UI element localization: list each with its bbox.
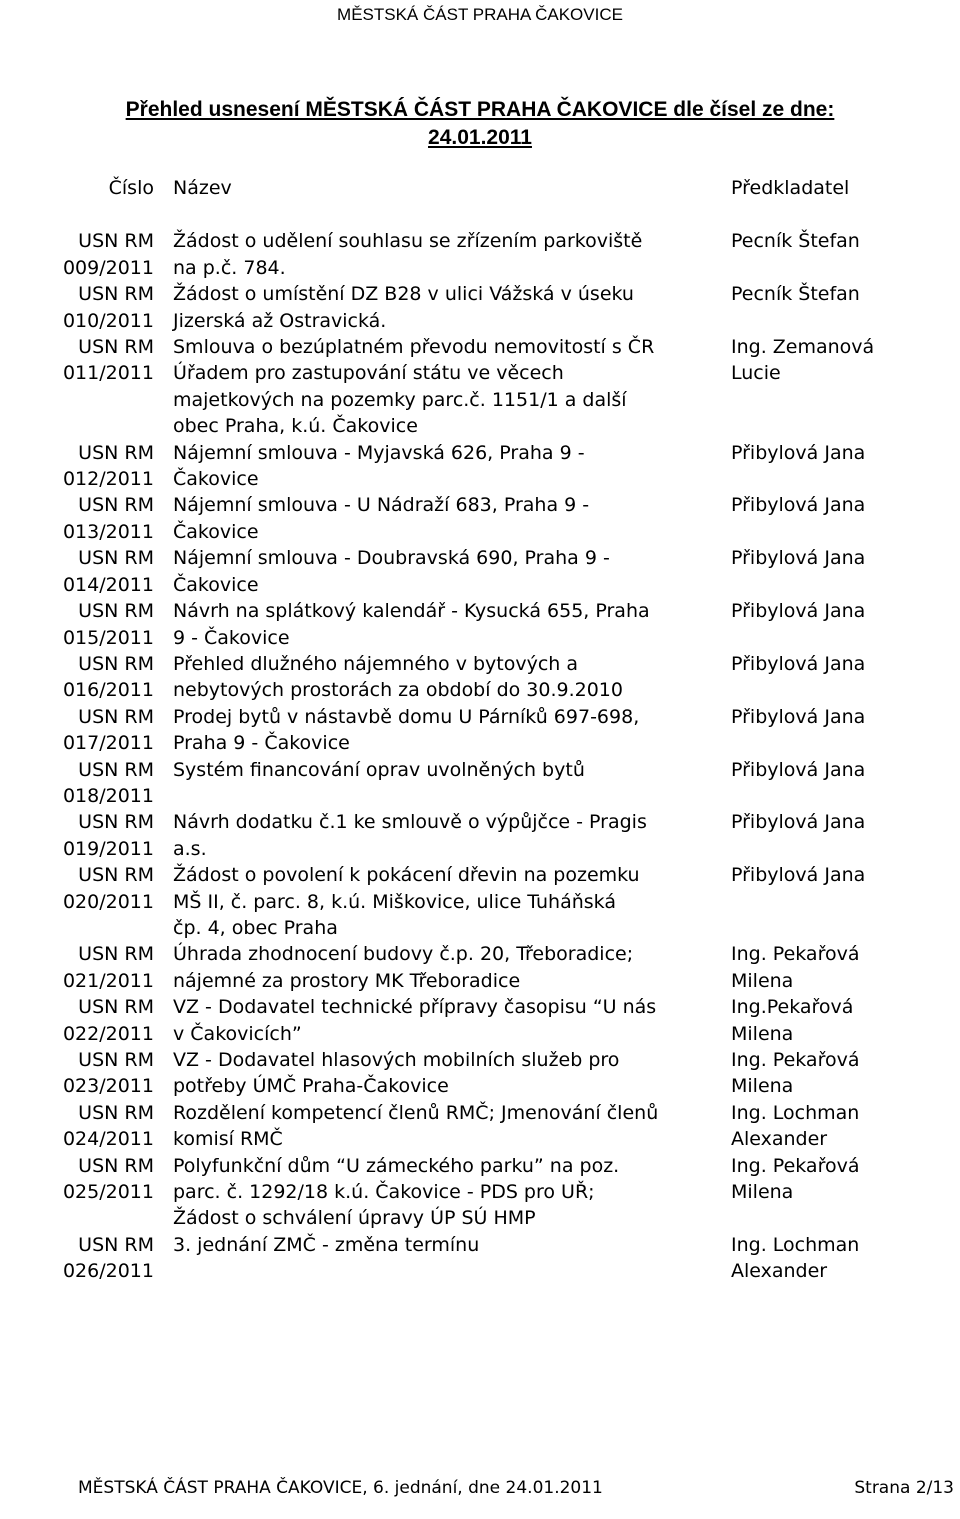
table-row bbox=[0, 440, 960, 493]
cell-number-line: 020/2011 bbox=[62, 890, 154, 913]
cell-number-line: USN RM bbox=[78, 943, 154, 966]
cell-name-line: Návrh dodatku č.1 ke smlouvě o výpůjčce - Pragis bbox=[173, 811, 647, 834]
cell-submitter-line: Přibylová Jana bbox=[731, 705, 866, 728]
cell-number-line: USN RM bbox=[78, 705, 154, 728]
table-row bbox=[0, 598, 960, 651]
cell-submitter-line: Přibylová Jana bbox=[731, 441, 866, 464]
cell-number-line: 012/2011 bbox=[62, 468, 154, 491]
cell-submitter bbox=[731, 1047, 960, 1100]
cell-name-line: Praha 9 - Čakovice bbox=[173, 732, 350, 755]
cell-name bbox=[162, 1100, 731, 1153]
cell-number-line: USN RM bbox=[78, 811, 154, 834]
cell-name-line: Jizerská až Ostravická. bbox=[173, 309, 387, 332]
cell-number-line: 022/2011 bbox=[62, 1022, 154, 1045]
cell-submitter-line: Ing. Lochman bbox=[731, 1101, 860, 1124]
cell-submitter bbox=[731, 757, 960, 810]
cell-name bbox=[162, 281, 731, 334]
cell-name-line: nebytových prostorách za období do 30.9.2010 bbox=[173, 679, 623, 702]
cell-number bbox=[0, 1153, 162, 1232]
cell-submitter bbox=[731, 492, 960, 545]
cell-number bbox=[0, 757, 162, 810]
cell-name-line: Přehled dlužného nájemného v bytových a bbox=[173, 652, 579, 675]
cell-number-line: 019/2011 bbox=[62, 837, 154, 860]
cell-submitter-line: Pecník Štefan bbox=[731, 283, 860, 306]
cell-submitter bbox=[731, 440, 960, 493]
cell-name-line: Systém financování oprav uvolněných bytů bbox=[173, 758, 585, 781]
cell-name-line: majetkových na pozemky parc.č. 1151/1 a další bbox=[173, 388, 627, 411]
cell-submitter bbox=[731, 281, 960, 334]
cell-submitter-line: Přibylová Jana bbox=[731, 811, 866, 834]
cell-number-line: 011/2011 bbox=[62, 362, 154, 385]
cell-submitter bbox=[731, 704, 960, 757]
cell-submitter bbox=[731, 994, 960, 1047]
resolutions-table bbox=[0, 175, 960, 1285]
cell-submitter-line: Ing. Pekařová bbox=[731, 1049, 860, 1071]
cell-submitter-line: Přibylová Jana bbox=[731, 547, 866, 570]
cell-name bbox=[162, 1153, 731, 1232]
cell-number bbox=[0, 492, 162, 545]
table-row bbox=[0, 809, 960, 862]
document-title-line-2: 24.01.2011 bbox=[428, 126, 532, 149]
cell-name-line: 9 - Čakovice bbox=[173, 626, 290, 649]
cell-number-line: 021/2011 bbox=[62, 969, 154, 992]
table-row bbox=[0, 651, 960, 704]
cell-name-line: Úřadem pro zastupování státu ve věcech bbox=[173, 362, 564, 385]
cell-name-line: a.s. bbox=[173, 837, 207, 860]
table-row bbox=[0, 545, 960, 598]
cell-number-line: USN RM bbox=[78, 547, 154, 570]
cell-number bbox=[0, 1047, 162, 1100]
cell-number bbox=[0, 704, 162, 757]
cell-number-line: USN RM bbox=[78, 1101, 154, 1124]
cell-submitter-line: Ing. Zemanová bbox=[731, 336, 875, 359]
cell-submitter-line: Ing. Pekařová bbox=[731, 1154, 860, 1177]
cell-submitter bbox=[731, 334, 960, 440]
cell-name bbox=[162, 492, 731, 545]
cell-number bbox=[0, 994, 162, 1047]
cell-name bbox=[162, 704, 731, 757]
cell-number-line: 025/2011 bbox=[62, 1181, 154, 1204]
cell-number-line: USN RM bbox=[78, 996, 154, 1019]
cell-submitter-line: Milena bbox=[731, 969, 794, 992]
table-body bbox=[0, 228, 960, 1284]
cell-name bbox=[162, 994, 731, 1047]
cell-name-line: Rozdělení kompetencí členů RMČ; Jmenování členů bbox=[173, 1101, 659, 1124]
cell-name-line: nájemné za prostory MK Třeboradice bbox=[173, 969, 521, 992]
cell-name-line: Smlouva o bezúplatném převodu nemovitostí s ČR bbox=[173, 336, 655, 359]
cell-name bbox=[162, 598, 731, 651]
footer-meeting-info: MĚSTSKÁ ČÁST PRAHA ČAKOVICE, 6. jednání, dne 24.01.2011 bbox=[78, 1478, 603, 1498]
cell-name bbox=[162, 757, 731, 810]
cell-number bbox=[0, 651, 162, 704]
cell-name-line: Čakovice bbox=[173, 573, 259, 596]
cell-submitter-line: Milena bbox=[731, 1022, 794, 1045]
cell-number-line: USN RM bbox=[78, 864, 154, 887]
cell-submitter bbox=[731, 862, 960, 941]
cell-submitter-line: Ing. Lochman bbox=[731, 1233, 860, 1256]
table-row bbox=[0, 1100, 960, 1153]
cell-name-line: VZ - Dodavatel technické přípravy časopisu “U nás bbox=[173, 996, 657, 1019]
cell-submitter bbox=[731, 651, 960, 704]
cell-name-line: parc. č. 1292/18 k.ú. Čakovice - PDS pro UŘ; bbox=[173, 1181, 595, 1204]
cell-number bbox=[0, 440, 162, 493]
cell-name-line: Nájemní smlouva - U Nádraží 683, Praha 9 - bbox=[173, 494, 590, 517]
cell-number bbox=[0, 1100, 162, 1153]
cell-number-line: USN RM bbox=[78, 230, 154, 253]
cell-number-line: USN RM bbox=[78, 494, 154, 517]
document-title bbox=[60, 96, 900, 152]
cell-number-line: 009/2011 bbox=[62, 256, 154, 279]
page-footer bbox=[78, 1474, 954, 1502]
cell-submitter-line: Alexander bbox=[731, 1260, 828, 1283]
cell-name-line: Žádost o povolení k pokácení dřevin na pozemku bbox=[173, 864, 640, 887]
table-row bbox=[0, 941, 960, 994]
cell-name-line: v Čakovicích” bbox=[173, 1022, 302, 1045]
cell-submitter-line: Přibylová Jana bbox=[731, 494, 866, 517]
cell-name-line: VZ - Dodavatel hlasových mobilních služeb pro bbox=[173, 1049, 620, 1071]
cell-number-line: USN RM bbox=[78, 441, 154, 464]
footer-page-number: Strana 2/13 bbox=[854, 1478, 954, 1498]
cell-number-line: 018/2011 bbox=[62, 784, 154, 807]
table-row bbox=[0, 1232, 960, 1285]
cell-number bbox=[0, 281, 162, 334]
cell-name bbox=[162, 809, 731, 862]
table-row bbox=[0, 757, 960, 810]
cell-name bbox=[162, 334, 731, 440]
cell-name bbox=[162, 941, 731, 994]
cell-submitter bbox=[731, 1153, 960, 1232]
cell-number-line: 024/2011 bbox=[62, 1128, 154, 1151]
column-header-number: Číslo bbox=[108, 177, 154, 199]
cell-number-line: 014/2011 bbox=[62, 573, 154, 596]
table-header-row bbox=[0, 175, 960, 201]
cell-number bbox=[0, 862, 162, 941]
column-header-submitter: Předkladatel bbox=[731, 177, 850, 199]
document-title-line-1: Přehled usnesení MĚSTSKÁ ČÁST PRAHA ČAKOVICE dle čísel ze dne: bbox=[125, 98, 835, 121]
cell-name-line: obec Praha, k.ú. Čakovice bbox=[173, 415, 418, 438]
cell-number bbox=[0, 809, 162, 862]
cell-number-line: USN RM bbox=[78, 1049, 154, 1071]
cell-name-line: Žádost o umístění DZ B28 v ulici Vážská v úseku bbox=[173, 283, 634, 306]
cell-submitter-line: Alexander bbox=[731, 1128, 828, 1151]
cell-name-line: čp. 4, obec Praha bbox=[173, 916, 338, 939]
cell-number bbox=[0, 1232, 162, 1285]
cell-number bbox=[0, 941, 162, 994]
cell-number-line: USN RM bbox=[78, 758, 154, 781]
table-row bbox=[0, 281, 960, 334]
cell-submitter-line: Pecník Štefan bbox=[731, 230, 860, 253]
cell-number-line: USN RM bbox=[78, 1154, 154, 1177]
cell-name bbox=[162, 651, 731, 704]
cell-name bbox=[162, 440, 731, 493]
column-header-name: Název bbox=[173, 177, 232, 199]
cell-submitter bbox=[731, 228, 960, 281]
cell-name-line: MŠ II, č. parc. 8, k.ú. Miškovice, ulice Tuháňská bbox=[173, 890, 616, 913]
cell-number-line: USN RM bbox=[78, 652, 154, 675]
cell-name-line: na p.č. 784. bbox=[173, 256, 286, 279]
cell-name-line: Nájemní smlouva - Doubravská 690, Praha 9 - bbox=[173, 547, 610, 570]
cell-name-line: Polyfunkční dům “U zámeckého parku” na poz. bbox=[173, 1154, 620, 1177]
cell-submitter-line: Přibylová Jana bbox=[731, 758, 866, 781]
cell-name-line: Návrh na splátkový kalendář - Kysucká 655, Praha bbox=[173, 600, 650, 623]
cell-name-line: Čakovice bbox=[173, 520, 259, 543]
cell-name-line: Žádost o udělení souhlasu se zřízením parkoviště bbox=[173, 230, 643, 253]
cell-number-line: USN RM bbox=[78, 600, 154, 623]
table-row bbox=[0, 228, 960, 281]
cell-submitter-line: Přibylová Jana bbox=[731, 652, 866, 675]
table-row bbox=[0, 862, 960, 941]
cell-name bbox=[162, 545, 731, 598]
cell-submitter-line: Milena bbox=[731, 1075, 794, 1098]
cell-name-line: Žádost o schválení úpravy ÚP SÚ HMP bbox=[173, 1207, 536, 1230]
cell-number bbox=[0, 598, 162, 651]
cell-submitter bbox=[731, 1100, 960, 1153]
cell-number-line: USN RM bbox=[78, 1233, 154, 1256]
cell-name bbox=[162, 1047, 731, 1100]
cell-number-line: USN RM bbox=[78, 336, 154, 359]
cell-submitter-line: Lucie bbox=[731, 362, 781, 385]
cell-submitter-line: Přibylová Jana bbox=[731, 600, 866, 623]
cell-name-line: Nájemní smlouva - Myjavská 626, Praha 9 - bbox=[173, 441, 585, 464]
cell-submitter-line: Milena bbox=[731, 1181, 794, 1204]
cell-name-line: komisí RMČ bbox=[173, 1128, 283, 1151]
cell-name-line: potřeby ÚMČ Praha-Čakovice bbox=[173, 1075, 449, 1098]
cell-number-line: USN RM bbox=[78, 283, 154, 306]
cell-number bbox=[0, 228, 162, 281]
cell-name-line: Prodej bytů v nástavbě domu U Párníků 697-698, bbox=[173, 705, 640, 728]
cell-number-line: 023/2011 bbox=[62, 1075, 154, 1098]
table-row bbox=[0, 334, 960, 440]
cell-name-line: 3. jednání ZMČ - změna termínu bbox=[173, 1233, 480, 1256]
cell-name bbox=[162, 862, 731, 941]
cell-number-line: 026/2011 bbox=[62, 1260, 154, 1283]
cell-submitter bbox=[731, 545, 960, 598]
cell-name bbox=[162, 228, 731, 281]
cell-number-line: 017/2011 bbox=[62, 732, 154, 755]
cell-submitter bbox=[731, 941, 960, 994]
table-row bbox=[0, 1047, 960, 1100]
cell-name-line: Úhrada zhodnocení budovy č.p. 20, Třeboradice; bbox=[173, 943, 634, 966]
cell-submitter bbox=[731, 1232, 960, 1285]
table-row bbox=[0, 1153, 960, 1232]
cell-number-line: 016/2011 bbox=[62, 679, 154, 702]
cell-submitter bbox=[731, 598, 960, 651]
table-row bbox=[0, 994, 960, 1047]
cell-submitter-line: Ing.Pekařová bbox=[731, 996, 854, 1019]
cell-number-line: 010/2011 bbox=[62, 309, 154, 332]
table-row bbox=[0, 492, 960, 545]
cell-number-line: 013/2011 bbox=[62, 520, 154, 543]
cell-submitter-line: Ing. Pekařová bbox=[731, 943, 860, 966]
cell-name-line: Čakovice bbox=[173, 468, 259, 491]
cell-number-line: 015/2011 bbox=[62, 626, 154, 649]
page-header: MĚSTSKÁ ČÁST PRAHA ČAKOVICE bbox=[337, 5, 623, 24]
cell-submitter bbox=[731, 809, 960, 862]
cell-submitter-line: Přibylová Jana bbox=[731, 864, 866, 887]
table-row bbox=[0, 704, 960, 757]
cell-name bbox=[162, 1232, 731, 1285]
cell-number bbox=[0, 334, 162, 440]
cell-number bbox=[0, 545, 162, 598]
